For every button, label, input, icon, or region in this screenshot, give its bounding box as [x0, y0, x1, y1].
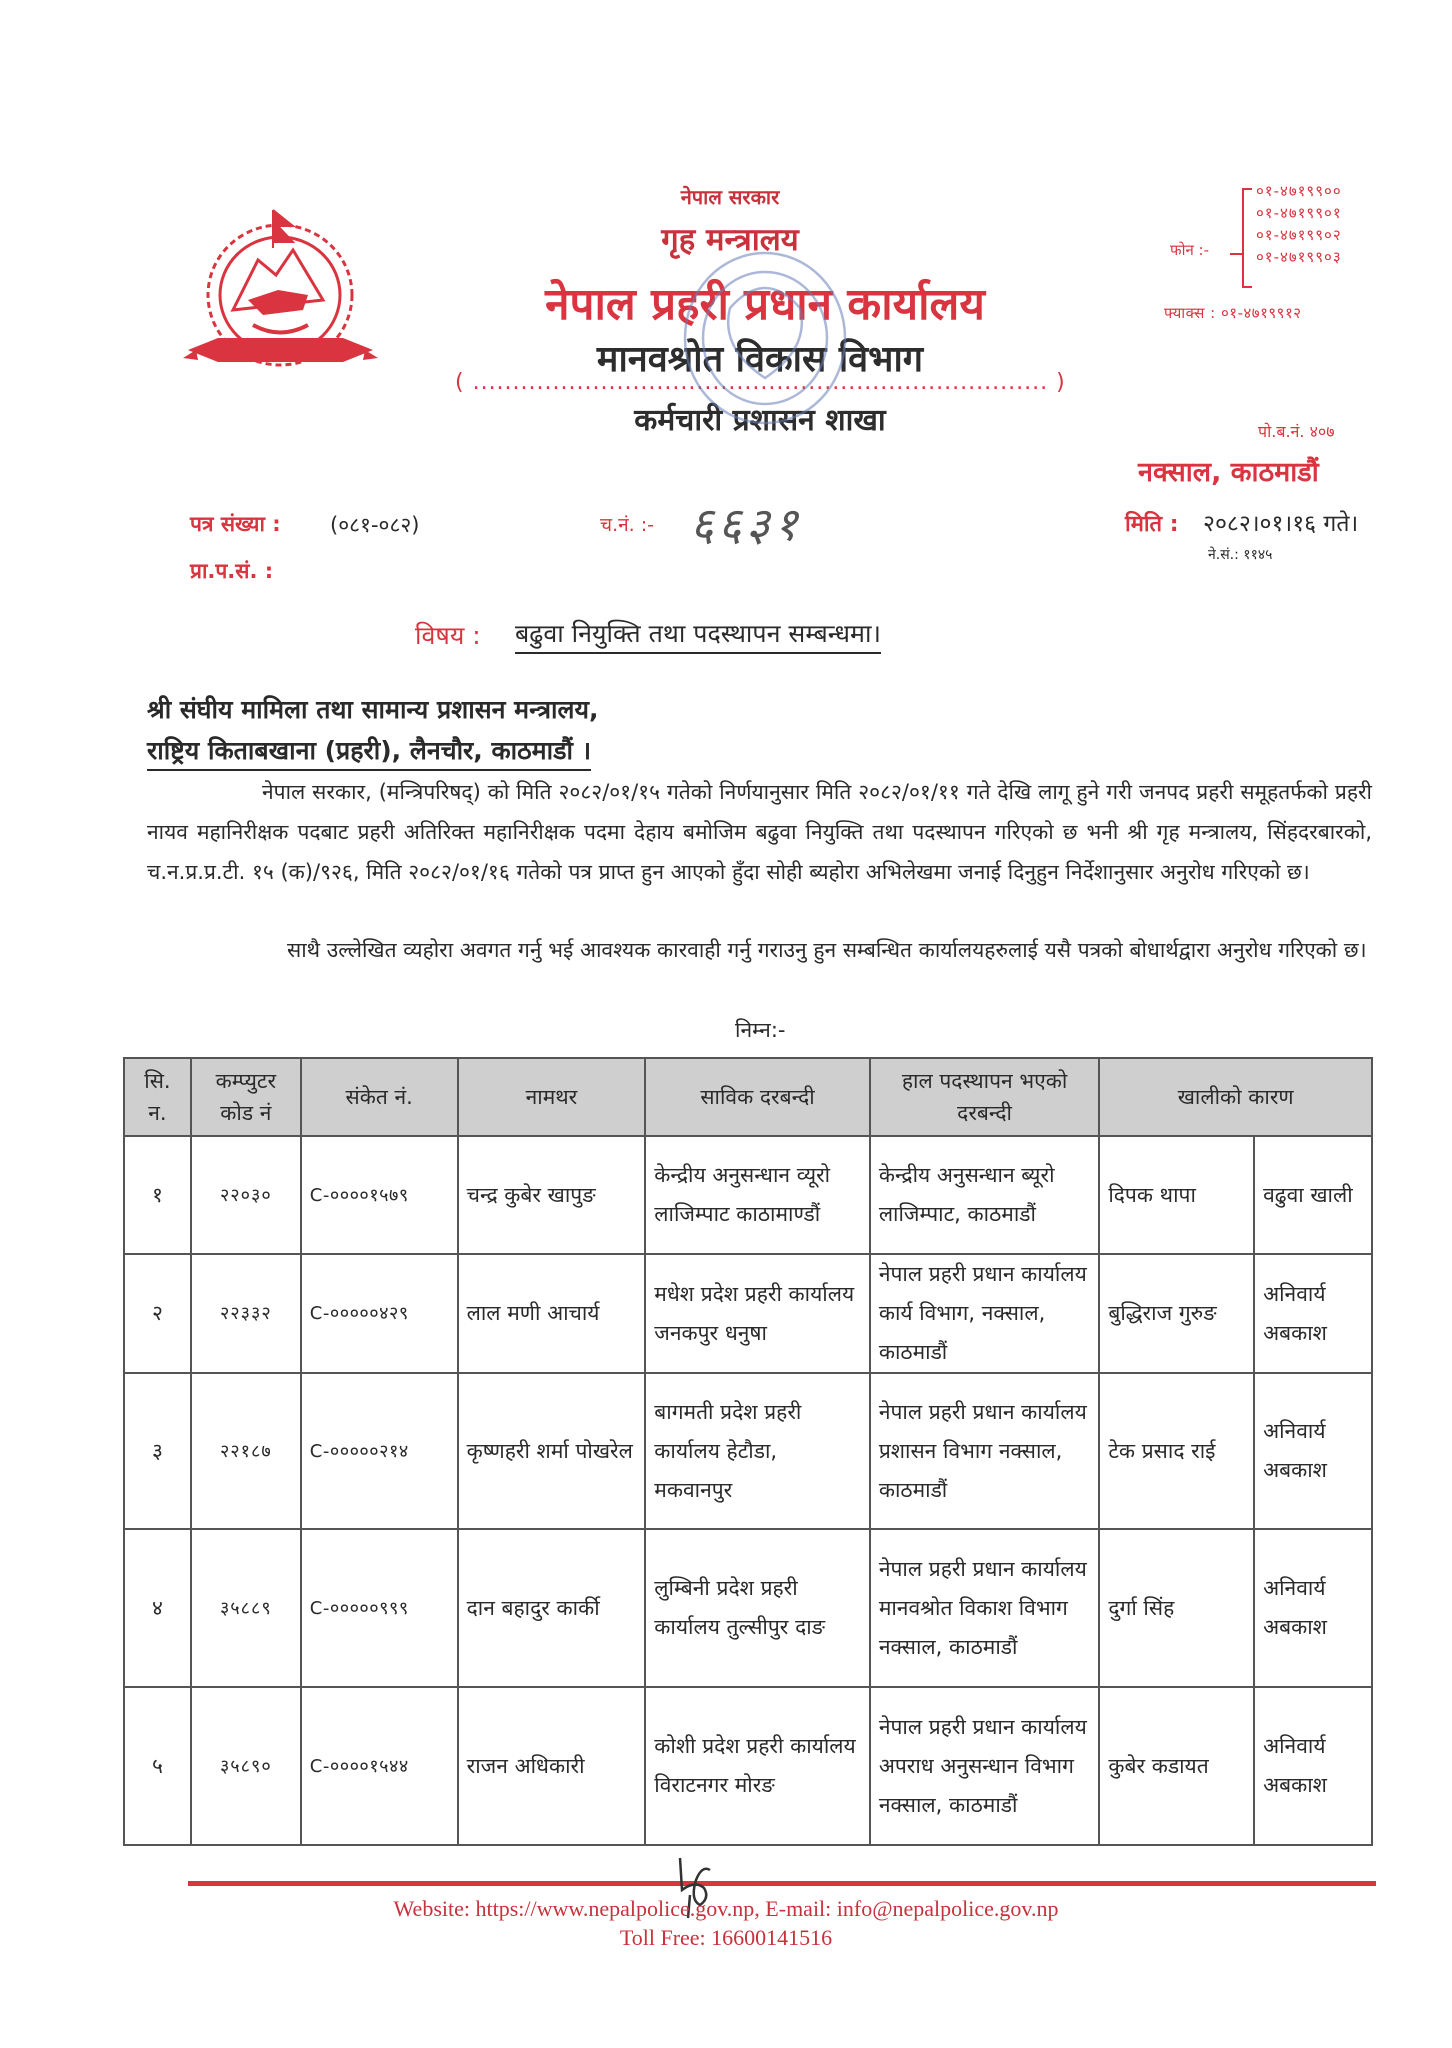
- footer-website-email: Website: https://www.nepalpolice.gov.np, E-mail: info@nepalpolice.gov.np: [393, 1896, 1059, 1921]
- cell-computer-code: २२०३०: [191, 1136, 301, 1254]
- promotion-table: [123, 1057, 1373, 1846]
- phone-bracket: [1242, 188, 1252, 288]
- department-heading: मानवश्रोत विकास विभाग: [596, 339, 924, 380]
- col-header-symbol-no: संकेत नं.: [301, 1058, 458, 1136]
- col-header-vacancy-reason: खालीको कारण: [1099, 1058, 1372, 1136]
- phone-number: ०१-४७१९९००: [1256, 182, 1342, 200]
- cell-sn: १: [124, 1136, 191, 1254]
- cell-vacancy-reason: अनिवार्य अबकाश: [1254, 1254, 1372, 1373]
- body-paragraph-2: साथै उल्लेखित व्यहोरा अवगत गर्नु भई आवश्यक कारवाही गर्नु गराउनु हुन सम्बन्धित कार्यालयहरुलाई यसै पत्रको बोधार्थद्वारा अनुरोध गरिएको छ।: [287, 938, 1367, 962]
- list-intro: निम्न:-: [735, 1018, 786, 1042]
- cell-previous-post: बागमती प्रदेश प्रहरी कार्यालय हेटौडा, मकवानपुर: [645, 1373, 870, 1529]
- cell-computer-code: ३५८९०: [191, 1687, 301, 1845]
- cell-computer-code: २२३३२: [191, 1254, 301, 1373]
- cell-previous-post: केन्द्रीय अनुसन्धान व्यूरो लाजिम्पाट काठामाण्डौं: [645, 1136, 870, 1254]
- footer-divider: [188, 1881, 1376, 1886]
- cell-name: कृष्णहरी शर्मा पोखरेल: [458, 1373, 646, 1529]
- cell-sn: ५: [124, 1687, 191, 1845]
- prps-label: प्रा.प.सं. :: [190, 559, 274, 583]
- po-box: पो.ब.नं. ४०७: [1258, 422, 1335, 441]
- col-header-computer-code: कम्प्युटर कोड नं: [191, 1058, 301, 1136]
- office-title: नेपाल प्रहरी प्रधान कार्यालय: [545, 279, 985, 330]
- government-heading: नेपाल सरकार: [680, 185, 780, 209]
- phone-bracket-connector: [1230, 253, 1242, 255]
- addressee-line-1: श्री संघीय मामिला तथा सामान्य प्रशासन मन्त्रालय,: [147, 695, 599, 724]
- col-header-name: नामथर: [458, 1058, 646, 1136]
- cell-name: राजन अधिकारी: [458, 1687, 646, 1845]
- cell-vacancy-reason: अनिवार्य अबकाश: [1254, 1373, 1372, 1529]
- dotted-separator: ( ........................................................................ ): [455, 370, 1066, 395]
- cell-computer-code: ३५८८९: [191, 1529, 301, 1687]
- cell-name: लाल मणी आचार्य: [458, 1254, 646, 1373]
- fax-number: फ्याक्स : ०१-४७१९९१२: [1164, 304, 1302, 322]
- branch-heading: कर्मचारी प्रशासन शाखा: [634, 403, 886, 438]
- cell-vacancy-person: कुबेर कडायत: [1099, 1687, 1254, 1845]
- cell-symbol-no: C-०००००२१४: [301, 1373, 458, 1529]
- cell-vacancy-person: बुद्धिराज गुरुङ: [1099, 1254, 1254, 1373]
- col-header-sn: सि. न.: [124, 1058, 191, 1136]
- date-value: २०८२।०१।१६ गते।: [1203, 511, 1359, 537]
- table-row: [124, 1529, 1372, 1687]
- subject-text: बढुवा नियुक्ति तथा पदस्थापन सम्बन्धमा।: [515, 616, 881, 654]
- body-paragraph-1: नेपाल सरकार, (मन्त्रिपरिषद्) को मिति २०८२/०१/१५ गतेको निर्णयानुसार मिति २०८२/०१/११ गते देखि लागू हुने गरी जनपद प्रहरी समूहतर्फको प्रहरी नायव महानिरीक्षक पदबाट प्रहरी अतिरिक्त महानिरीक्षक पदमा देहाय बमोजिम बढुवा नियुक्ति तथा पदस्थापन गरिएको छ भनी श्री गृह मन्त्रालय, सिंहदरबारको, च.न.प्र.प्र.टी. १५ (क)/९२६, मिति २०८२/०१/१६ गतेको पत्र प्राप्त हुन आएको हुँदा सोही ब्यहोरा अभिलेखमा जनाई दिनुहुन निर्देशानुसार अनुरोध गरिएको छ।: [147, 780, 1372, 884]
- cell-vacancy-reason: वढुवा खाली: [1254, 1136, 1372, 1254]
- cell-sn: ३: [124, 1373, 191, 1529]
- table-row: [124, 1136, 1372, 1254]
- subject-label: विषय :: [415, 621, 481, 650]
- cell-symbol-no: C-००००१५७९: [301, 1136, 458, 1254]
- phone-numbers: [1256, 180, 1342, 268]
- table-header-row: [124, 1058, 1372, 1136]
- cell-vacancy-person: दुर्गा सिंह: [1099, 1529, 1254, 1687]
- col-header-current-post: हाल पदस्थापन भएको दरबन्दी: [870, 1058, 1100, 1136]
- footer-toll-free: Toll Free: 16600141516: [619, 1925, 833, 1950]
- cell-computer-code: २२१८७: [191, 1373, 301, 1529]
- cell-name: चन्द्र कुबेर खापुङ: [458, 1136, 646, 1254]
- official-seal-stamp-icon: [670, 238, 860, 448]
- cell-current-post: नेपाल प्रहरी प्रधान कार्यालय मानवश्रोत विकाश विभाग नक्साल, काठमाडौं: [870, 1529, 1100, 1687]
- nepal-emblem-icon: [178, 200, 383, 380]
- phone-number: ०१-४७१९९०३: [1256, 248, 1342, 266]
- ref-number-value: (०८१-०८२): [330, 513, 420, 537]
- cell-sn: ४: [124, 1529, 191, 1687]
- dispatch-number-handwritten: ६६३१: [690, 497, 802, 551]
- nepal-samvat-year: ने.सं.: ११४५: [1208, 547, 1273, 563]
- cell-symbol-no: C-०००००९९९: [301, 1529, 458, 1687]
- dispatch-number-label: च.नं. :-: [600, 514, 654, 536]
- cell-symbol-no: C-०००००४२९: [301, 1254, 458, 1373]
- ref-number-label: पत्र संख्या :: [190, 512, 281, 536]
- cell-current-post: नेपाल प्रहरी प्रधान कार्यालय अपराध अनुसन्धान विभाग नक्साल, काठमाडौं: [870, 1687, 1100, 1845]
- cell-current-post: नेपाल प्रहरी प्रधान कार्यालय कार्य विभाग, नक्साल, काठमाडौं: [870, 1254, 1100, 1373]
- cell-current-post: केन्द्रीय अनुसन्धान ब्यूरो लाजिम्पाट, काठमाडौं: [870, 1136, 1100, 1254]
- cell-vacancy-person: दिपक थापा: [1099, 1136, 1254, 1254]
- table-row: [124, 1687, 1372, 1845]
- phone-label: फोन :-: [1170, 241, 1210, 259]
- addressee-line-2: राष्ट्रिय किताबखाना (प्रहरी), लैनचौर, काठमाडौं ।: [147, 733, 591, 771]
- cell-vacancy-person: टेक प्रसाद राई: [1099, 1373, 1254, 1529]
- cell-symbol-no: C-००००१५४४: [301, 1687, 458, 1845]
- phone-number: ०१-४७१९९०१: [1256, 204, 1342, 222]
- ministry-heading: गृह मन्त्रालय: [661, 222, 799, 258]
- cell-previous-post: मधेश प्रदेश प्रहरी कार्यालय जनकपुर धनुषा: [645, 1254, 870, 1373]
- cell-vacancy-reason: अनिवार्य अबकाश: [1254, 1687, 1372, 1845]
- col-header-previous-post: साविक दरबन्दी: [645, 1058, 870, 1136]
- cell-vacancy-reason: अनिवार्य अबकाश: [1254, 1529, 1372, 1687]
- table-row: [124, 1254, 1372, 1373]
- cell-previous-post: कोशी प्रदेश प्रहरी कार्यालय विराटनगर मोरङ: [645, 1687, 870, 1845]
- cell-name: दान बहादुर कार्की: [458, 1529, 646, 1687]
- cell-previous-post: लुम्बिनी प्रदेश प्रहरी कार्यालय तुल्सीपुर दाङ: [645, 1529, 870, 1687]
- office-address: नक्साल, काठमाडौं: [1138, 457, 1319, 488]
- cell-sn: २: [124, 1254, 191, 1373]
- cell-current-post: नेपाल प्रहरी प्रधान कार्यालय प्रशासन विभाग नक्साल, काठमाडौं: [870, 1373, 1100, 1529]
- phone-number: ०१-४७१९९०२: [1256, 226, 1342, 244]
- date-label: मिति :: [1125, 512, 1179, 537]
- table-row: [124, 1373, 1372, 1529]
